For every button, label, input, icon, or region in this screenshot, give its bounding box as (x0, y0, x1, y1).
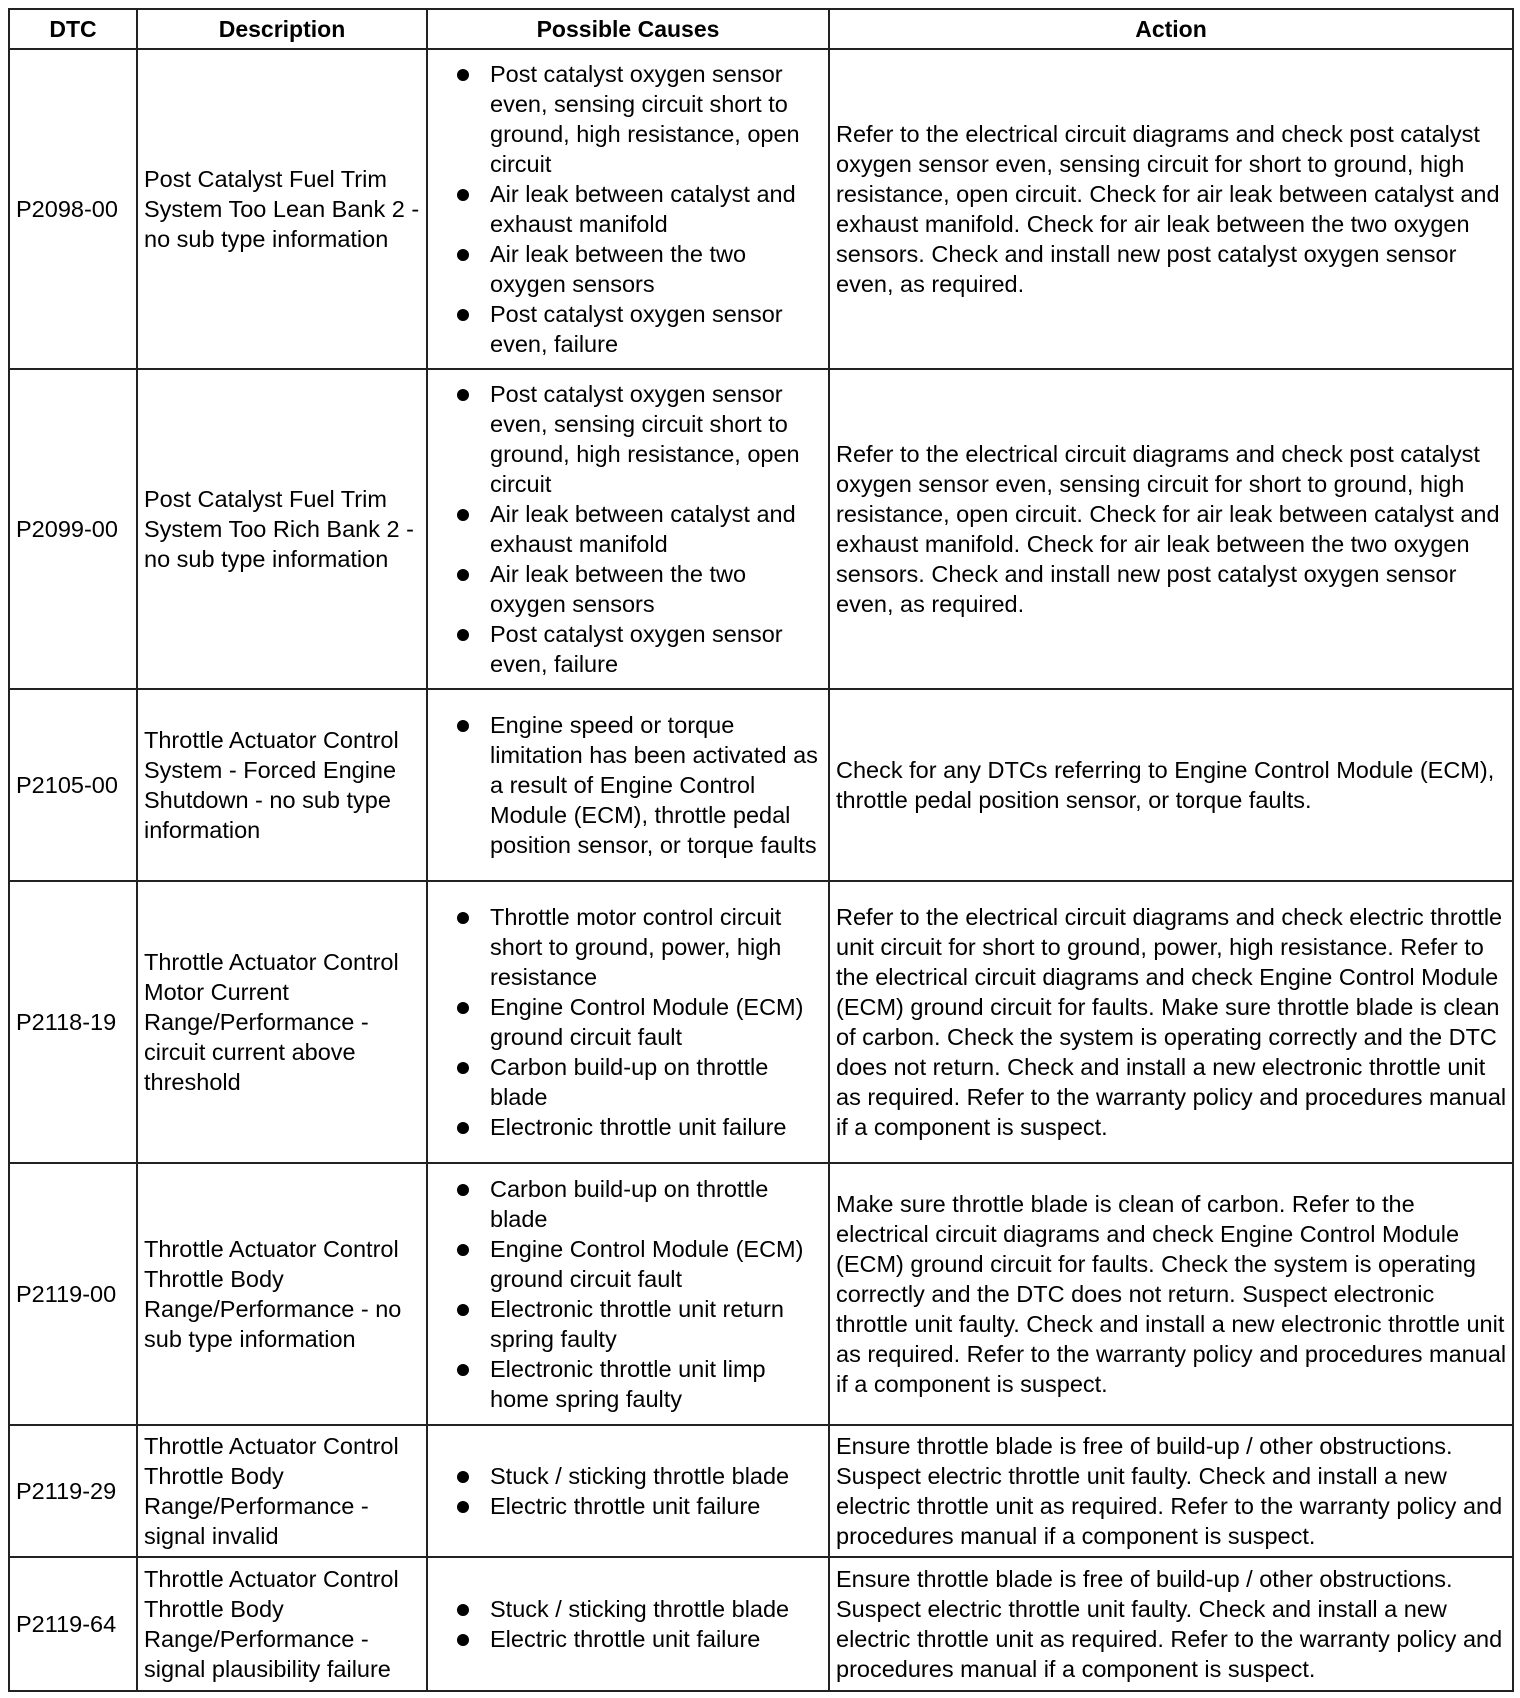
causes-cell (427, 1163, 829, 1425)
description-cell: Throttle Actuator Control Motor Current Range/Performance - circuit current above threshold (137, 881, 427, 1163)
description-cell: Throttle Actuator Control Throttle Body Range/Performance - signal invalid (137, 1425, 427, 1557)
cause-item: Electric throttle unit failure (490, 1624, 822, 1654)
cause-item: Carbon build-up on throttle blade (490, 1174, 822, 1234)
causes-cell (427, 689, 829, 881)
causes-list (434, 59, 822, 359)
header-dtc: DTC (9, 9, 137, 49)
causes-list (434, 902, 822, 1142)
table-row (9, 1163, 1513, 1425)
action-cell: Refer to the electrical circuit diagrams and check post catalyst oxygen sensor even, sensing circuit for short to ground, high resistance, open circuit. Check for air leak between catalyst and exhaust manifold. Check for air leak between the two oxygen sensors. Check and install new post catalyst oxygen sensor even, as required. (829, 49, 1513, 369)
dtc-code: P2098-00 (9, 49, 137, 369)
description-cell: Throttle Actuator Control Throttle Body Range/Performance - signal plausibility failure (137, 1557, 427, 1691)
dtc-code: P2105-00 (9, 689, 137, 881)
table-row (9, 689, 1513, 881)
cause-item: Air leak between the two oxygen sensors (490, 559, 822, 619)
header-action: Action (829, 9, 1513, 49)
cause-item: Stuck / sticking throttle blade (490, 1461, 822, 1491)
dtc-code: P2119-00 (9, 1163, 137, 1425)
cause-item: Engine speed or torque limitation has been activated as a result of Engine Control Module (ECM), throttle pedal position sensor, or torque faults (490, 710, 822, 860)
causes-list (434, 1594, 822, 1654)
table-row (9, 1425, 1513, 1557)
causes-cell (427, 1557, 829, 1691)
cause-item: Electric throttle unit failure (490, 1491, 822, 1521)
dtc-code: P2119-64 (9, 1557, 137, 1691)
cause-item: Engine Control Module (ECM) ground circuit fault (490, 1234, 822, 1294)
cause-item: Stuck / sticking throttle blade (490, 1594, 822, 1624)
cause-item: Throttle motor control circuit short to ground, power, high resistance (490, 902, 822, 992)
description-cell: Post Catalyst Fuel Trim System Too Lean Bank 2 - no sub type information (137, 49, 427, 369)
action-cell: Make sure throttle blade is clean of carbon. Refer to the electrical circuit diagrams and check Engine Control Module (ECM) ground circuit for faults. Check the system is operating correctly and the DTC does not return. Suspect electronic throttle unit faulty. Check and install a new electronic throttle unit as required. Refer to the warranty policy and procedures manual if a component is suspect. (829, 1163, 1513, 1425)
dtc-code: P2119-29 (9, 1425, 137, 1557)
cause-item: Post catalyst oxygen sensor even, sensing circuit short to ground, high resistance, open circuit (490, 379, 822, 499)
causes-cell (427, 49, 829, 369)
causes-list (434, 1174, 822, 1414)
causes-cell (427, 1425, 829, 1557)
action-cell: Check for any DTCs referring to Engine Control Module (ECM), throttle pedal position sensor, or torque faults. (829, 689, 1513, 881)
action-cell: Ensure throttle blade is free of build-up / other obstructions. Suspect electric throttle unit faulty. Check and install a new electric throttle unit as required. Refer to the warranty policy and procedures manual if a component is suspect. (829, 1425, 1513, 1557)
header-description: Description (137, 9, 427, 49)
cause-item: Air leak between catalyst and exhaust manifold (490, 179, 822, 239)
header-row (9, 9, 1513, 49)
table-row (9, 881, 1513, 1163)
action-cell: Ensure throttle blade is free of build-up / other obstructions. Suspect electric throttle unit faulty. Check and install a new electric throttle unit as required. Refer to the warranty policy and procedures manual if a component is suspect. (829, 1557, 1513, 1691)
cause-item: Post catalyst oxygen sensor even, failure (490, 619, 822, 679)
table-row (9, 1557, 1513, 1691)
cause-item: Air leak between the two oxygen sensors (490, 239, 822, 299)
causes-cell (427, 369, 829, 689)
action-cell: Refer to the electrical circuit diagrams and check post catalyst oxygen sensor even, sensing circuit for short to ground, high resistance, open circuit. Check for air leak between catalyst and exhaust manifold. Check for air leak between the two oxygen sensors. Check and install new post catalyst oxygen sensor even, as required. (829, 369, 1513, 689)
cause-item: Post catalyst oxygen sensor even, failure (490, 299, 822, 359)
cause-item: Electronic throttle unit failure (490, 1112, 822, 1142)
table-row (9, 369, 1513, 689)
cause-item: Electronic throttle unit return spring faulty (490, 1294, 822, 1354)
causes-list (434, 1461, 822, 1521)
description-cell: Throttle Actuator Control System - Forced Engine Shutdown - no sub type information (137, 689, 427, 881)
description-cell: Post Catalyst Fuel Trim System Too Rich Bank 2 - no sub type information (137, 369, 427, 689)
dtc-table (8, 8, 1514, 1692)
description-cell: Throttle Actuator Control Throttle Body Range/Performance - no sub type information (137, 1163, 427, 1425)
cause-item: Carbon build-up on throttle blade (490, 1052, 822, 1112)
dtc-code: P2099-00 (9, 369, 137, 689)
cause-item: Electronic throttle unit limp home spring faulty (490, 1354, 822, 1414)
cause-item: Air leak between catalyst and exhaust manifold (490, 499, 822, 559)
cause-item: Engine Control Module (ECM) ground circuit fault (490, 992, 822, 1052)
cause-item: Post catalyst oxygen sensor even, sensing circuit short to ground, high resistance, open circuit (490, 59, 822, 179)
table-row (9, 49, 1513, 369)
causes-list (434, 710, 822, 860)
causes-cell (427, 881, 829, 1163)
action-cell: Refer to the electrical circuit diagrams and check electric throttle unit circuit for short to ground, power, high resistance. Refer to the electrical circuit diagrams and check Engine Control Module (ECM) ground circuit for faults. Make sure throttle blade is clean of carbon. Check the system is operating correctly and the DTC does not return. Check and install a new electronic throttle unit as required. Refer to the warranty policy and procedures manual if a component is suspect. (829, 881, 1513, 1163)
table-body (9, 49, 1513, 1691)
dtc-table-container (8, 8, 1512, 1692)
header-possible-causes: Possible Causes (427, 9, 829, 49)
causes-list (434, 379, 822, 679)
dtc-code: P2118-19 (9, 881, 137, 1163)
